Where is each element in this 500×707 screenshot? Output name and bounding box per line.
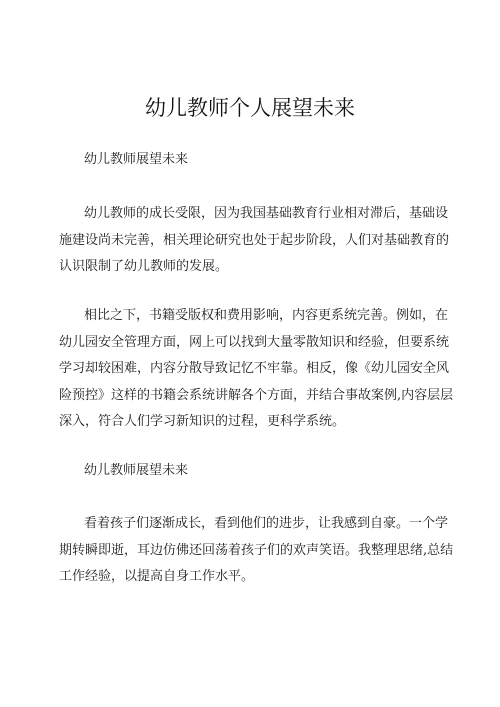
paragraph-line: 险预控》这样的书籍会系统讲解各个方面，并结合事故案例,内容层层 [59,387,454,403]
section-heading: 幼儿教师展望未来 [84,152,189,167]
paragraph [59,511,454,591]
section-heading: 幼儿教师展望未来 [84,463,189,478]
paragraph-line: 相比之下，书籍受版权和费用影响，内容更系统完善。例如，在 [84,308,449,323]
paragraph-line: 看着孩子们逐渐成长，看到他们的进步，让我感到自豪。一个学 [84,516,449,531]
paragraph-line: 工作经验，以提高自身工作水平。 [59,569,255,584]
paragraph-line: 幼儿园安全管理方面，网上可以找到大量零散知识和经验，但要系统 [59,334,450,350]
paragraph-line: 幼儿教师的成长受限，因为我国基础教育行业相对滞后，基础设 [84,206,449,221]
paragraph-line: 深入，符合人们学习新知识的过程，更科学系统。 [59,414,346,429]
paragraph-line: 期转瞬即逝，耳边仿佛还回荡着孩子们的欢声笑语。我整理思绪,总结 [59,542,454,558]
paragraph-line: 学习却较困难，内容分散导致记忆不牢靠。相反，像《幼儿园安全风 [59,361,450,376]
paragraph [59,303,454,436]
paragraph-line: 认识限制了幼儿教师的发展。 [59,259,229,274]
document-title: 幼儿教师个人展望未来 [145,96,355,120]
paragraph-line: 施建设尚未完善，相关理论研究也处于起步阶段，人们对基础教育的 [59,232,450,248]
paragraph [59,201,449,281]
